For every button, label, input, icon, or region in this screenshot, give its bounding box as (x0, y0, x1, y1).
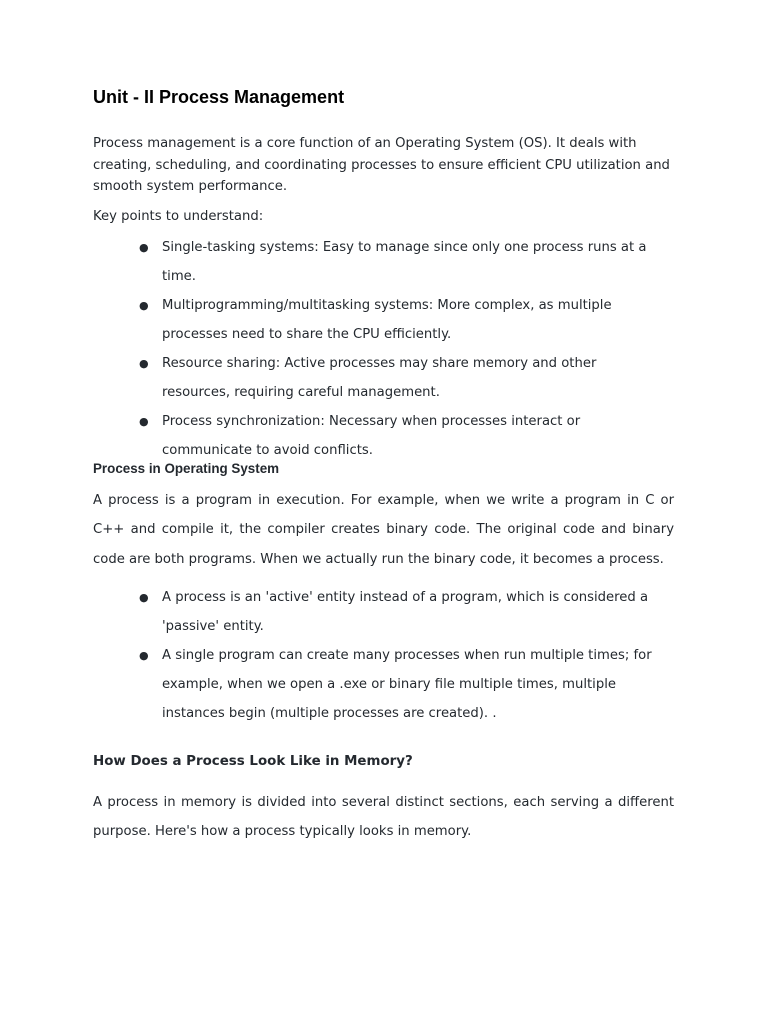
list-item-text: Multiprogramming/multitasking systems: More complex, as multiple processes need to share the CPU efficiently. (162, 298, 612, 342)
list-item (139, 233, 659, 291)
intro-paragraph: Process management is a core function of an Operating System (OS). It deals with creating, scheduling, and coordinating processes to ensure efficient CPU utilization and smooth system performance. (93, 136, 670, 194)
list-item-text: Resource sharing: Active processes may share memory and other resources, requiring careful management. (162, 356, 597, 400)
bullet-icon: ● (139, 591, 149, 604)
page-title: Unit - II Process Management (93, 87, 345, 107)
memory-paragraph: A process in memory is divided into several distinct sections, each serving a different purpose. Here's how a process typically looks in memory. (93, 795, 674, 840)
list-item (139, 291, 659, 349)
list-item (139, 349, 659, 407)
bullet-icon: ● (139, 241, 149, 254)
key-points-list (139, 233, 659, 465)
process-bullet-list (139, 583, 659, 728)
bullet-icon: ● (139, 415, 149, 428)
list-item-text: Process synchronization: Necessary when processes interact or communicate to avoid conflicts. (162, 414, 581, 458)
bullet-icon: ● (139, 357, 149, 370)
list-item (139, 641, 659, 728)
bullet-icon: ● (139, 299, 149, 312)
section-heading-memory: How Does a Process Look Like in Memory? (93, 754, 413, 769)
key-points-label: Key points to understand: (93, 209, 264, 224)
bullet-icon: ● (139, 649, 149, 662)
list-item-text: A process is an 'active' entity instead of a program, which is considered a 'passive' entity. (162, 590, 649, 634)
process-paragraph: A process is a program in execution. For example, when we write a program in C or C++ and compile it, the compiler creates binary code. The original code and binary code are both programs. When we actually run the binary code, it becomes a process. (93, 493, 674, 567)
list-item (139, 583, 659, 641)
list-item-text: A single program can create many processes when run multiple times; for example, when we open a .exe or binary file multiple times, multiple instances begin (multiple processes are created). . (162, 648, 652, 721)
section-heading-process: Process in Operating System (93, 461, 280, 476)
list-item-text: Single-tasking systems: Easy to manage since only one process runs at a time. (162, 240, 647, 284)
list-item (139, 407, 659, 465)
